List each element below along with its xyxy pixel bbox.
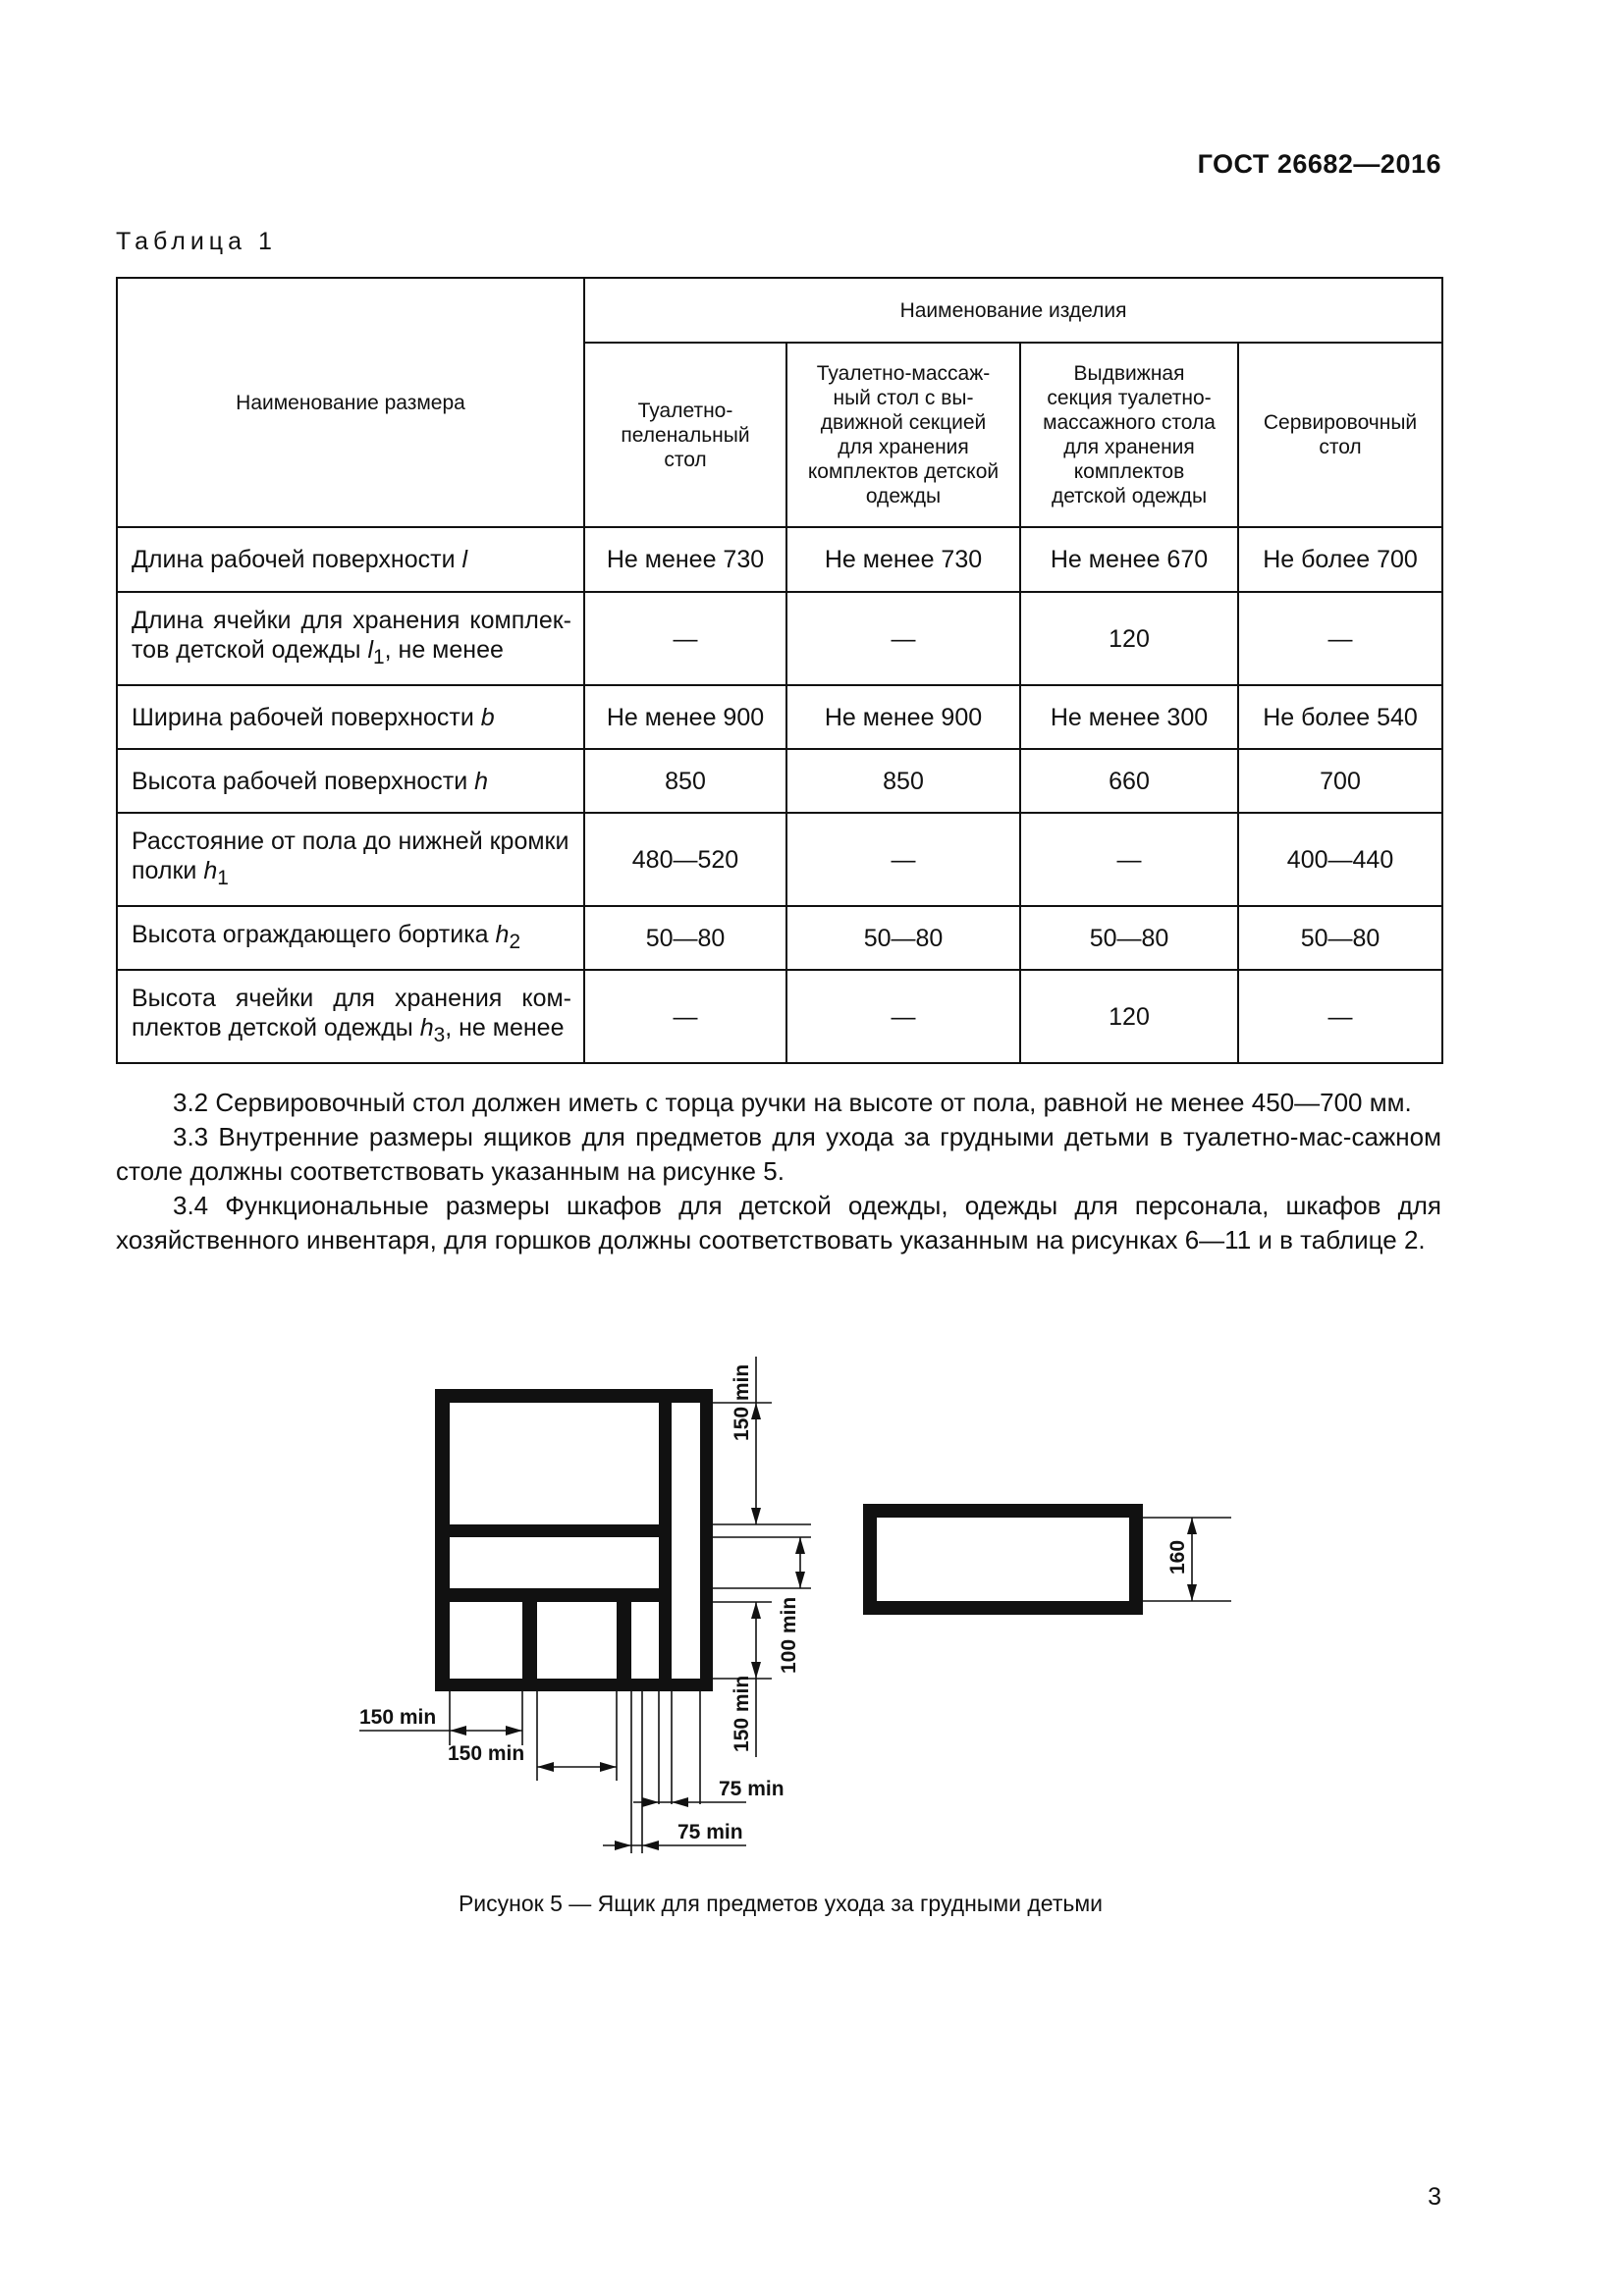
column-header: Сервировочный стол <box>1238 343 1442 527</box>
row-symbol: h <box>419 1013 434 1041</box>
dim-label-top-150: 150 min <box>731 1363 753 1441</box>
table-cell: — <box>786 970 1020 1063</box>
row-symbol: l <box>461 546 468 573</box>
row-symbol: b <box>480 703 495 731</box>
table-cell: Не менее 300 <box>1020 685 1238 749</box>
param-header: Наименование размера <box>117 278 584 527</box>
partition-horizontal-upper <box>435 1524 661 1537</box>
drawer-right-wall <box>700 1389 713 1691</box>
dim-label-bottom-150: 150 min <box>448 1742 525 1765</box>
table-cell: — <box>1238 970 1442 1063</box>
partition-vertical-long <box>659 1389 672 1691</box>
sideview-bottom-wall <box>863 1601 1143 1615</box>
row-label-text: Ширина рабочей поверхности <box>132 703 474 731</box>
table-cell: Не более 540 <box>1238 685 1442 749</box>
paragraph-3-2: 3.2 Сервировочный стол должен иметь с торца ручки на высоте от пола, равной не менее 450—700 мм. <box>173 1088 1412 1117</box>
table-cell: 850 <box>786 749 1020 813</box>
row-label-text: Высота ячейки для хранения ком-плектов детской одежды <box>132 984 571 1041</box>
row-symbol-sub: 2 <box>509 930 521 953</box>
dim-label-low-150: 150 min <box>731 1675 753 1752</box>
table-cell: 50—80 <box>584 906 786 970</box>
table-cell: Не менее 670 <box>1020 527 1238 592</box>
row-symbol: h <box>203 856 218 884</box>
row-label-suffix: , не менее <box>384 635 504 664</box>
row-symbol: l <box>367 635 374 664</box>
table-cell: — <box>786 592 1020 685</box>
dim-label-bottom-left-150: 150 min <box>359 1706 437 1729</box>
paragraph-3-3: 3.3 Внутренние размеры ящиков для предметов для ухода за грудными детьми в туалетно-мас-сажном столе должны соответствовать указанным на рисунке 5. <box>116 1122 1441 1186</box>
table-cell: — <box>1020 813 1238 906</box>
column-header: Выдвижная секция туалетно-массажного стола для хранения комплектов детской одежды <box>1020 343 1238 527</box>
sideview-right-wall <box>1129 1504 1143 1615</box>
dimension-arrows <box>450 1403 1197 1850</box>
paragraph-3-4: 3.4 Функциональные размеры шкафов для детской одежды, одежды для персонала, шкафов для хозяйственного инвентаря, для горшков должны соответствовать указанным на рисунках 6—11 и в таблице 2. <box>116 1191 1441 1255</box>
table-cell: Не менее 730 <box>584 527 786 592</box>
column-header: Туалетно-пеленальный стол <box>584 343 786 527</box>
table-cell: 400—440 <box>1238 813 1442 906</box>
table-cell: 120 <box>1020 970 1238 1063</box>
dim-label-75-b: 75 min <box>677 1821 743 1843</box>
table-cell: — <box>1238 592 1442 685</box>
row-symbol: h <box>474 767 489 795</box>
table-cell: Не более 700 <box>1238 527 1442 592</box>
table-cell: 50—80 <box>1238 906 1442 970</box>
column-header: Туалетно-массаж-ный стол с вы-движной секцией для хранения комплектов детской одежды <box>786 343 1020 527</box>
row-label-suffix: , не менее <box>445 1013 565 1041</box>
page-number: 3 <box>1428 2183 1441 2211</box>
table-cell: Не менее 730 <box>786 527 1020 592</box>
row-label-text: Расстояние от пола до нижней кромки полки <box>132 827 569 884</box>
row-label-text: Длина ячейки для хранения комплек-тов детской одежды <box>132 606 571 664</box>
product-header: Наименование изделия <box>584 278 1442 343</box>
row-symbol: h <box>495 920 510 948</box>
drawer-left-wall <box>435 1389 450 1691</box>
row-symbol-sub: 1 <box>217 866 229 889</box>
row-label-text: Длина рабочей поверхности <box>132 546 456 573</box>
dim-label-side-160: 160 <box>1166 1539 1189 1575</box>
table-cell: 50—80 <box>1020 906 1238 970</box>
table-cell: 850 <box>584 749 786 813</box>
partition-vertical-left <box>522 1588 537 1691</box>
row-symbol-sub: 3 <box>433 1023 446 1046</box>
table-cell: Не менее 900 <box>584 685 786 749</box>
table-cell: 480—520 <box>584 813 786 906</box>
row-label-text: Высота рабочей поверхности <box>132 767 468 795</box>
table-cell: Не менее 900 <box>786 685 1020 749</box>
partition-vertical-right <box>617 1588 631 1691</box>
row-symbol-sub: 1 <box>373 645 385 668</box>
table-cell: — <box>584 592 786 685</box>
figure-caption: Рисунок 5 — Ящик для предметов ухода за грудными детьми <box>458 1891 1104 1916</box>
dim-label-mid-100: 100 min <box>778 1596 800 1674</box>
table-cell: — <box>786 813 1020 906</box>
sideview-left-wall <box>863 1504 877 1615</box>
sideview-top-wall <box>863 1504 1143 1518</box>
row-label-text: Высота ограждающего бортика <box>132 920 489 948</box>
table-cell: 660 <box>1020 749 1238 813</box>
table-cell: 700 <box>1238 749 1442 813</box>
dim-label-75-a: 75 min <box>719 1778 785 1800</box>
table-title: Таблица 1 <box>116 228 277 255</box>
table-cell: 50—80 <box>786 906 1020 970</box>
table-cell: — <box>584 970 786 1063</box>
table-cell: 120 <box>1020 592 1238 685</box>
standard-code: ГОСТ 26682—2016 <box>1197 149 1441 179</box>
